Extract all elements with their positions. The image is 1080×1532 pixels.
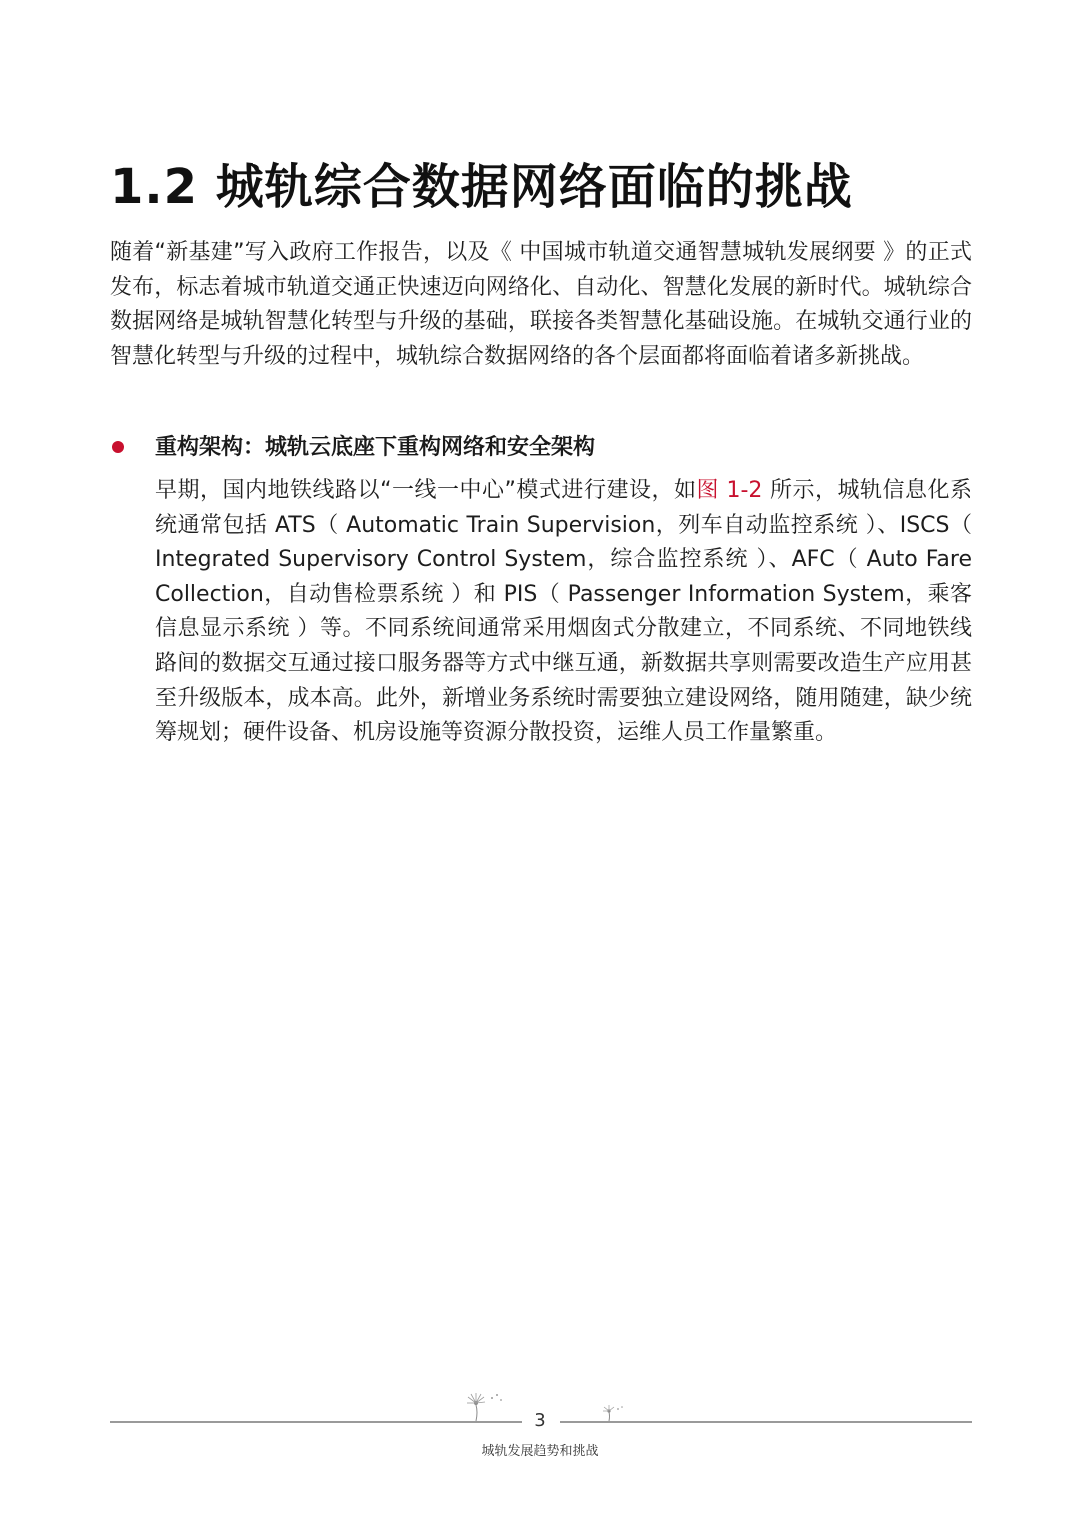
bullet-body-after: 所示，城轨信息化系统通常包括 ATS（ Automatic Train Supervision，列车自动监控系统 ）、ISCS（ Integrated Supervisory Control System，综合监控系统 ）、AFC（ Auto Fare Collection，自动售检票系统 ）和 PIS（ Passenger Information System，乘客信息显示系统 ）等。不同系统间通常采用烟囱式分散建立，不同系统、不同地铁线路间的数据交互通过接口服务器等方式中继互通，新数据共享则需要改造生产应用甚至升级版本，成本高。此外，新增业务系统时需要独立建设网络，随用随建，缺少统筹规划；硬件设备、机房设施等资源分散投资，运维人员工作量繁重。 <box>155 478 972 746</box>
bullet-body <box>155 474 972 751</box>
intro-paragraph: 随着“新基建”写入政府工作报告，以及《 中国城市轨道交通智慧城轨发展纲要 》的正式发布，标志着城市轨道交通正快速迈向网络化、自动化、智慧化发展的新时代。城轨综合数据网络是城轨智慧化转型与升级的基础，联接各类智慧化基础设施。在城轨交通行业的智慧化转型与升级的过程中，城轨综合数据网络的各个层面都将面临着诸多新挑战。 <box>110 240 972 369</box>
footer-rule-left <box>110 1421 522 1423</box>
bullet-body-before: 早期，国内地铁线路以“一线一中心”模式进行建设，如 <box>155 478 697 503</box>
bullet-section <box>110 430 972 751</box>
bullet-dot-icon <box>112 441 124 453</box>
dandelion-right-icon <box>600 1404 626 1422</box>
page-title: 1.2 城轨综合数据网络面临的挑战 <box>110 159 853 215</box>
bullet-title: 重构架构：城轨云底座下重构网络和安全架构 <box>155 435 596 460</box>
figure-reference-link[interactable]: 图 1-2 <box>696 478 763 503</box>
dandelion-left-icon <box>462 1392 506 1422</box>
bullet-header <box>110 430 972 466</box>
page-number: 3 <box>534 1410 546 1431</box>
footer-document-title: 城轨发展趋势和挑战 <box>481 1444 599 1459</box>
